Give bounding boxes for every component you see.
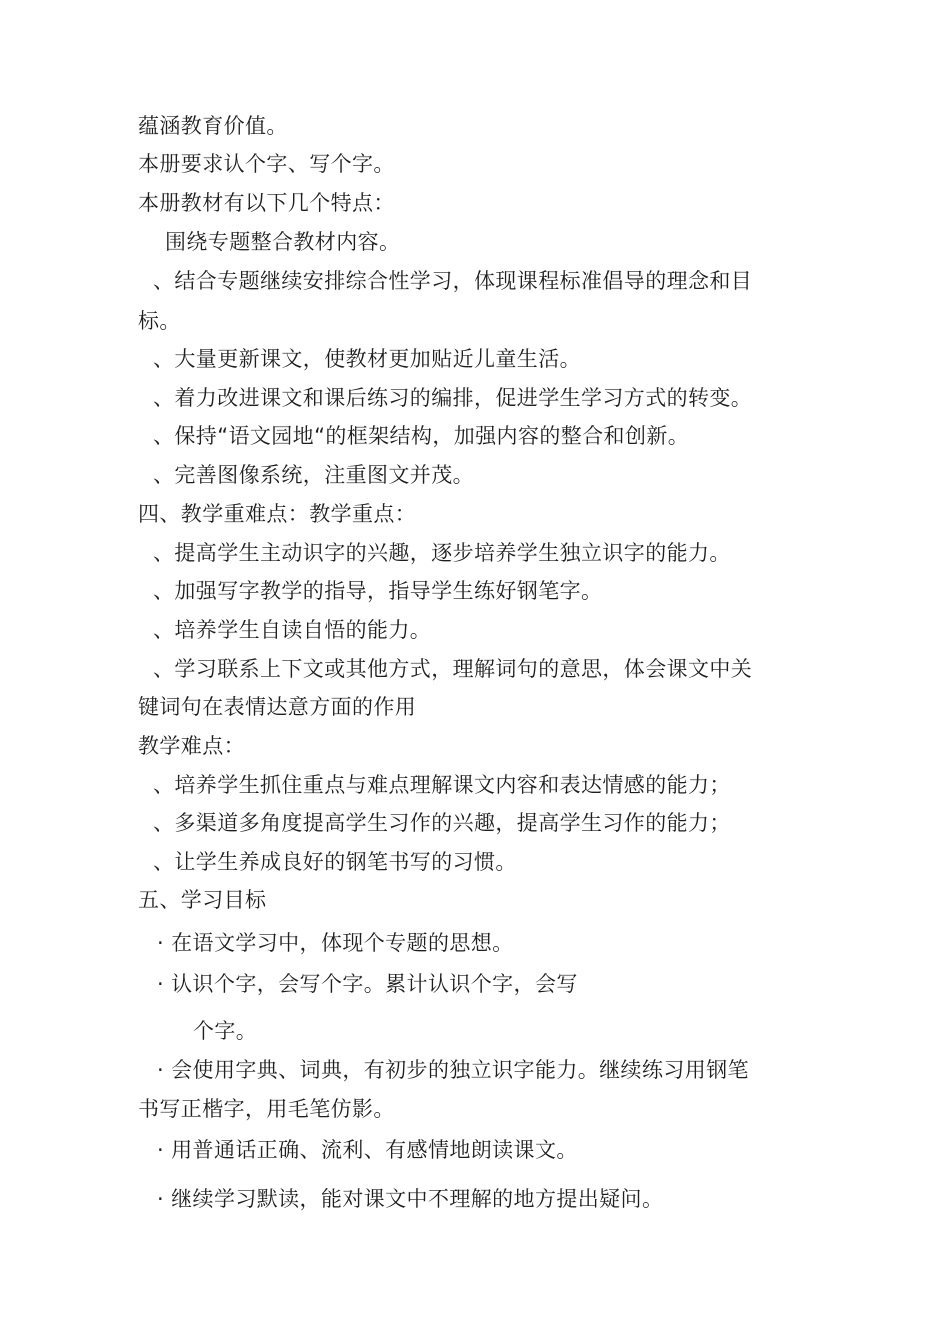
text-line: 键词句在表情达意方面的作用 <box>138 695 417 719</box>
text-line: 围绕专题整合教材内容。 <box>165 230 401 254</box>
text-line: 、学习联系上下文或其他方式，理解词句的意思，体会课文中关 <box>153 657 753 681</box>
bullet-line: · 会使用字典、词典，有初步的独立识字能力。继续练习用钢笔 <box>157 1058 749 1082</box>
bullet-line: · 在语文学习中，体现个专题的思想。 <box>157 931 514 955</box>
text-line: 蕴涵教育价值。 <box>138 114 288 138</box>
bullet-line: · 继续学习默读，能对课文中不理解的地方提出疑问。 <box>157 1187 664 1211</box>
text-line: 、培养学生抓住重点与难点理解课文内容和表达情感的能力； <box>153 773 731 797</box>
text-line: 、加强写字教学的指导，指导学生练好钢笔字。 <box>153 579 603 603</box>
section-heading: 五、学习目标 <box>138 888 267 912</box>
text-line: 、多渠道多角度提高学生习作的兴趣，提高学生习作的能力； <box>153 811 731 835</box>
text-line: 标。 <box>138 309 181 333</box>
text-line: 、提高学生主动识字的兴趣，逐步培养学生独立识字的能力。 <box>153 541 731 565</box>
text-line: 、完善图像系统，注重图文并茂。 <box>153 463 474 487</box>
text-line: 、让学生养成良好的钢笔书写的习惯。 <box>153 850 517 874</box>
text-line: 、着力改进课文和课后练习的编排，促进学生学习方式的转变。 <box>153 386 753 410</box>
bullet-line: · 认识个字，会写个字。累计认识个字，会写 <box>157 972 578 996</box>
text-line: 本册教材有以下几个特点： <box>138 191 395 215</box>
subsection-heading: 教学难点： <box>138 734 245 758</box>
text-line: 、保持“语文园地“的框架结构，加强内容的整合和创新。 <box>153 424 690 448</box>
text-line: 个字。 <box>193 1019 258 1043</box>
bullet-line: · 用普通话正确、流利、有感情地朗读课文。 <box>157 1138 578 1162</box>
section-heading: 四、教学重难点：教学重点： <box>138 502 417 526</box>
text-line: 书写正楷字，用毛笔仿影。 <box>138 1097 395 1121</box>
text-line: 、结合专题继续安排综合性学习，体现课程标准倡导的理念和目 <box>153 269 753 293</box>
text-line: 、培养学生自读自悟的能力。 <box>153 618 432 642</box>
text-line: 本册要求认个字、写个字。 <box>138 152 395 176</box>
text-line: 、大量更新课文，使教材更加贴近儿童生活。 <box>153 347 581 371</box>
